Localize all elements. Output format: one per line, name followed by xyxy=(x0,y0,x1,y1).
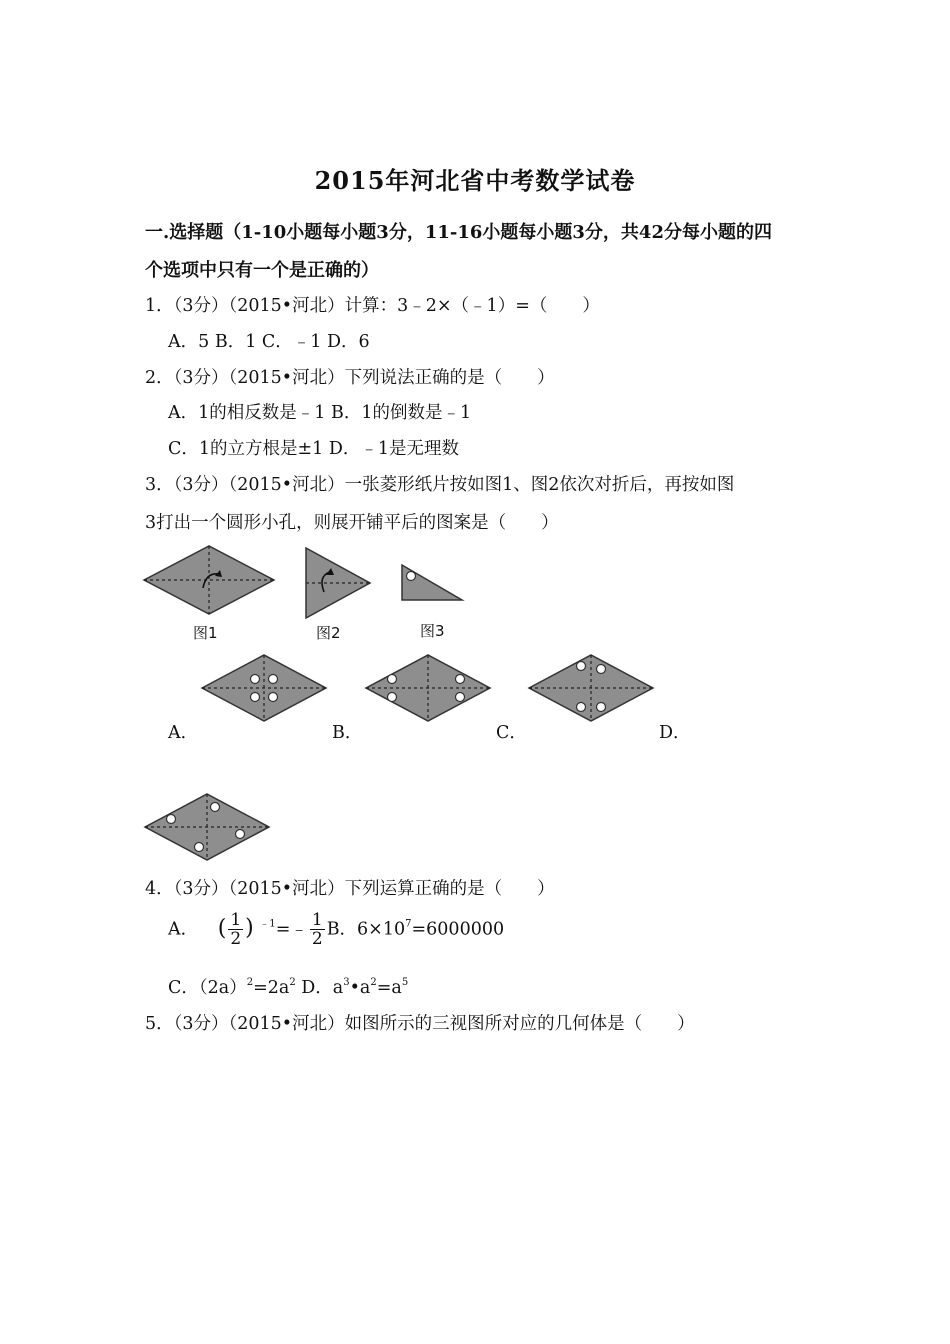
q4-opt-d-eq: =a xyxy=(376,978,402,998)
q4-opt-a-rhs-num: 1 xyxy=(311,910,323,930)
q3-option-a-label: A． xyxy=(168,723,199,743)
q4-opt-a-prefix: A． xyxy=(168,919,199,940)
q5-stem: 5．（3分）（2015•河北）如图所示的三视图所对应的几何体是（ ） xyxy=(145,1014,695,1034)
q4-stem: 4．（3分）（2015•河北）下列运算正确的是（ ） xyxy=(145,879,555,899)
q3-option-b-label: B． xyxy=(332,723,363,743)
q4-options-cd xyxy=(168,974,408,999)
q2-options-line2: C．1的立方根是±1 D．﹣1是无理数 xyxy=(168,439,460,459)
option-a-rhombus xyxy=(200,653,328,723)
q4-opt-a-eq: =﹣ xyxy=(275,919,308,940)
q3-stem-line1: 3．（3分）（2015•河北）一张菱形纸片按如图1、图2依次对折后，再按如图 xyxy=(145,475,735,495)
q4-opt-a-open: ( xyxy=(217,915,227,941)
page-title: 2015年河北省中考数学试卷 xyxy=(314,166,636,195)
figure-2-triangle xyxy=(304,546,374,620)
figure-1-caption: 图1 xyxy=(193,624,218,642)
q4-opt-c-exp2: 2 xyxy=(289,977,296,988)
q4-opt-d-dot: •a xyxy=(349,978,371,998)
q4-options-ab xyxy=(168,912,504,948)
option-c-rhombus xyxy=(527,653,655,723)
q3-option-d-label: D． xyxy=(659,723,691,743)
q4-opt-c-prefix: C．（2a） xyxy=(168,978,247,998)
q4-opt-a-fraction xyxy=(228,912,243,948)
q4-opt-a-rhs-fraction xyxy=(310,912,325,948)
q4-opt-d-prefix: D．a xyxy=(295,978,344,998)
q1-options: A．5 B．1 C．﹣1 D．6 xyxy=(168,332,370,352)
q2-stem: 2．（3分）（2015•河北）下列说法正确的是（ ） xyxy=(145,368,555,388)
q4-opt-b-prefix: B．6×10 xyxy=(326,919,406,940)
option-b-rhombus xyxy=(364,653,492,723)
section-heading-line2: 个选项中只有一个是正确的） xyxy=(145,260,379,281)
q4-opt-c-mid: =2a xyxy=(253,978,290,998)
q4-opt-d-exp1: 3 xyxy=(343,977,350,988)
q1-stem: 1．（3分）（2015•河北）计算：3﹣2×（﹣1）=（ ） xyxy=(145,296,600,316)
figure-3-triangle-hole xyxy=(400,563,466,603)
section-heading-line1: 一.选择题（1-10小题每小题3分，11-16小题每小题3分，共42分每小题的四 xyxy=(145,222,772,243)
option-d-rhombus xyxy=(143,792,271,862)
q4-opt-a-num: 1 xyxy=(230,910,242,930)
q4-opt-a-den: 2 xyxy=(230,929,242,949)
q4-opt-b-exp: 7 xyxy=(405,918,412,930)
q4-opt-a-rhs-den: 2 xyxy=(311,929,323,949)
q3-stem-line2: 3打出一个圆形小孔，则展开铺平后的图案是（ ） xyxy=(145,513,559,533)
q4-opt-a-close: ) xyxy=(245,915,254,941)
q4-opt-d-exp2: 2 xyxy=(370,977,377,988)
q4-opt-b-rest: =6000000 xyxy=(411,919,505,940)
figure-1-rhombus xyxy=(142,544,276,616)
q4-opt-d-exp3: 5 xyxy=(401,977,409,988)
q4-opt-a-exp: ﹣1 xyxy=(259,918,276,930)
q3-option-c-label: C． xyxy=(496,723,527,743)
figure-2-caption: 图2 xyxy=(316,624,341,642)
q2-options-line1: A．1的相反数是﹣1 B．1的倒数是﹣1 xyxy=(168,403,472,423)
figure-3-caption: 图3 xyxy=(420,622,445,640)
q4-opt-c-exp1: 2 xyxy=(246,977,254,988)
